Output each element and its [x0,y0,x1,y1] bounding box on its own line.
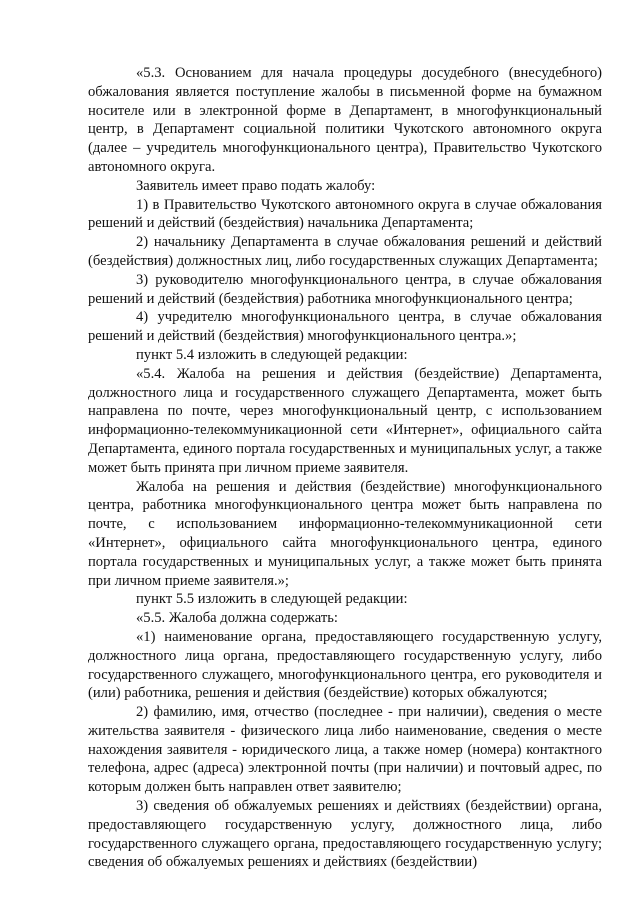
paragraph-amend-5-5: пункт 5.5 изложить в следующей редакции: [136,591,408,608]
document-page [88,64,602,872]
paragraph-5-4: «5.4. Жалоба на решения и действия (бездействие) Департамента, должностного лица и государственного служащего Департамента, может быть направлена по почте, через многофункциональный центр, с использованием информационно-телекоммуникационной сети «Интернет», официального сайта Департамента, единого портала государственных и муниципальных услуг, а также может быть принята при личном приеме заявителя. [88,365,602,476]
paragraph-right-to-complain: Заявитель имеет право подать жалобу: [136,177,376,194]
paragraph-mfc-complaint: Жалоба на решения и действия (бездействие) многофункционального центра, работника многофункционального центра может быть направлена по почте, с использованием информационно-телекоммуникационной сети «Интернет», официального сайта многофункционального центра, единого портала государственных и муниципальных услуг, а также может быть принята при личном приеме заявителя.»; [88,478,602,589]
paragraph-item-1: 1) в Правительство Чукотского автономного округа в случае обжалования решений и действий (бездействия) начальника Департамента; [88,196,602,232]
paragraph-item-2: 2) начальнику Департамента в случае обжалования решений и действий (бездействия) должностных лиц, либо государственных служащих Департамента; [88,234,602,269]
paragraph-5-3: «5.3. Основанием для начала процедуры досудебного (внесудебного) обжалования является поступление жалобы в письменной форме на бумажном носителе или в электронной форме в Департамент, в многофункциональный центр, в Департамент социальной политики Чукотского автономного округа (далее – учредитель многофункционального центра), Правительство Чукотского автономного округа. [88,65,602,175]
paragraph-5-5-item-3: 3) сведения об обжалуемых решениях и действиях (бездействии) органа, предоставляющего государственную услугу, должностного лица, либо государственного служащего органа, предоставляющего государственную услугу; сведения об обжалуемых решениях и действиях (бездействии) [88,798,602,871]
paragraph-item-3: 3) руководителю многофункционального центра, в случае обжалования решений и действий (бездействия) работника многофункционального центра; [88,271,602,307]
paragraph-5-5: «5.5. Жалоба должна содержать: [136,610,338,627]
paragraph-5-5-item-1: «1) наименование органа, предоставляющего государственную услугу, должностного лица органа, предоставляющего государственную услугу, либо государственного служащего, многофункционального центра, его руководителя и (или) работника, решения и действия (бездействие) которых обжалуются; [88,628,602,702]
paragraph-amend-5-4: пункт 5.4 изложить в следующей редакции: [136,346,408,363]
paragraph-item-4: 4) учредителю многофункционального центра, в случае обжалования решений и действий (бездействия) многофункционального центра.»; [88,309,602,345]
paragraph-5-5-item-2: 2) фамилию, имя, отчество (последнее - при наличии), сведения о месте жительства заявителя - физического лица либо наименование, сведения о месте нахождения заявителя - юридического лица, а также номер (номера) контактного телефона, адрес (адреса) электронной почты (при наличии) и почтовый адрес, по которым должен быть направлен ответ заявителю; [88,704,602,796]
